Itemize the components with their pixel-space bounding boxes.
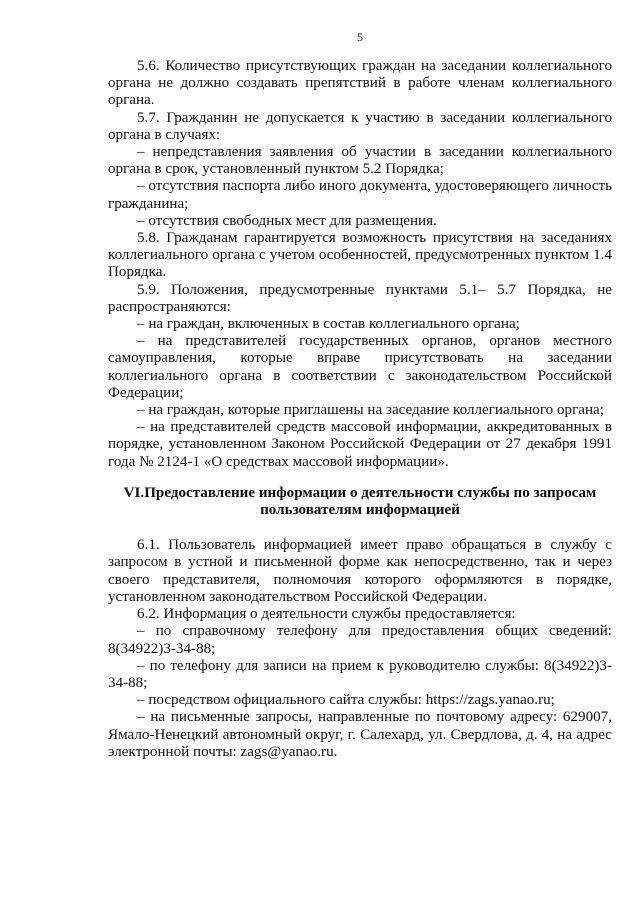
list-item: – на граждан, которые приглашены на заседание коллегиального органа; bbox=[137, 402, 604, 419]
section-v-body bbox=[108, 58, 612, 471]
section-vi-title: VI.Предоставление информации о деятельности службы по запросам пользователям информацией bbox=[123, 484, 597, 519]
list-item: – непредставления заявления об участии в заседании коллегиального органа в срок, установленный пунктом 5.2 Порядка; bbox=[108, 144, 612, 178]
list-item: – на представителей государственных органов, органов местного самоуправления, которые вправе присутствовать на заседании коллегиального органа в соответствии с законодательством Российской Федерации; bbox=[108, 333, 612, 401]
list-item: – отсутствия свободных мест для размещения. bbox=[137, 212, 437, 229]
list-item: – по справочному телефону для предоставления общих сведений: 8(34922)3-34-88; bbox=[108, 623, 612, 657]
list-item: – по телефону для записи на прием к руководителю службы: 8(34922)3-34-88; bbox=[108, 657, 612, 691]
list-item: – на представителей средств массовой информации, аккредитованных в порядке, установленном Законом Российской Федерации от 27 декабря 1991 года № 2124-1 «О средствах массовой информации». bbox=[108, 419, 612, 470]
list-item: – посредством официального сайта службы: https://zags.yanao.ru; bbox=[137, 692, 555, 709]
paragraph-6-2: 6.2. Информация о деятельности службы предоставляется: bbox=[137, 606, 516, 623]
paragraph-5-6: 5.6. Количество присутствующих граждан на заседании коллегиального органа не должно создавать препятствий в работе членам коллегиального органа. bbox=[108, 58, 612, 109]
list-item: – отсутствия паспорта либо иного документа, удостоверяющего личность гражданина; bbox=[108, 178, 612, 212]
paragraph-5-8: 5.8. Гражданам гарантируется возможность присутствия на заседаниях коллегиального органа с учетом особенностей, предусмотренных пунктом 1.4 Порядка. bbox=[108, 230, 612, 281]
page-number: 5 bbox=[357, 30, 363, 44]
paragraph-5-9: 5.9. Положения, предусмотренные пунктами 5.1– 5.7 Порядка, не распространяются: bbox=[108, 281, 612, 315]
section-vi-body bbox=[108, 537, 612, 761]
paragraph-5-7: 5.7. Гражданин не допускается к участию в заседании коллегиального органа в случаях: bbox=[108, 109, 612, 143]
paragraph-6-1: 6.1. Пользователь информацией имеет право обращаться в службу с запросом в устной и письменной форме как непосредственно, так и через своего представителя, полномочия которого оформляются в порядке, установленном законодательством Российской Федерации. bbox=[108, 537, 612, 605]
list-item: – на письменные запросы, направленные по почтовому адресу: 629007, Ямало-Ненецкий автономный округ, г. Салехард, ул. Свердлова, д. 4, на адрес электронной почты: zags@yanao.ru. bbox=[108, 709, 612, 760]
list-item: – на граждан, включенных в состав коллегиального органа; bbox=[137, 316, 520, 333]
